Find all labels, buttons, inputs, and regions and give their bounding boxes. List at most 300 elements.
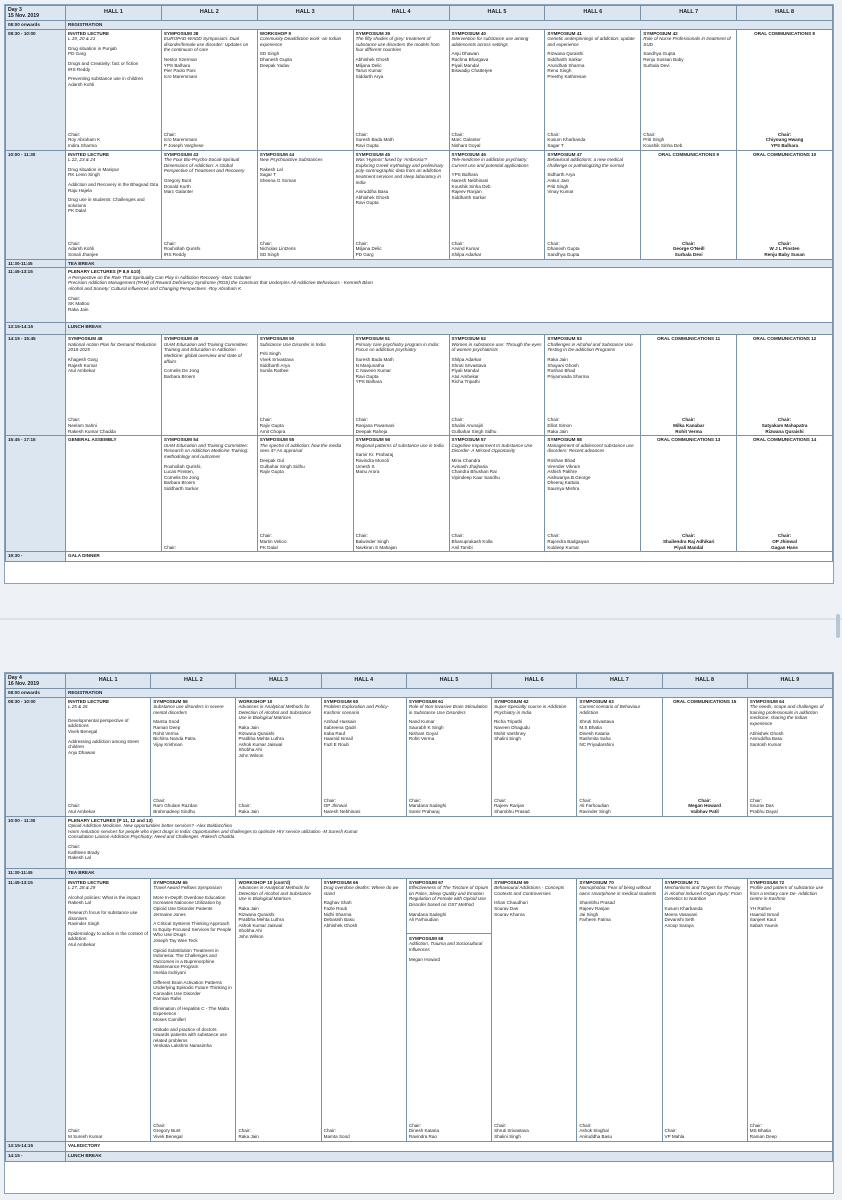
chair-block	[356, 417, 447, 434]
speaker-line: Anju Dhawan	[68, 749, 96, 755]
speaker-line: Aniruddha Basu	[355, 189, 389, 195]
chair-line: Mandana Sadeghi	[408, 803, 447, 809]
chair-line: W J L Pinsten	[769, 246, 800, 252]
chair-line: Chiyoung Hwang	[765, 137, 804, 143]
speaker-line: Abhishek Ghosh	[323, 922, 358, 928]
session-topic: Mechanisms and Targets for Therapy in Alcohol Induced Organ Injury: From Genetics to Nutrition	[664, 885, 742, 902]
speaker-line: YPS Balhara	[355, 379, 382, 385]
chair-block	[452, 132, 543, 149]
day-date: 15 Nov. 2019	[8, 13, 40, 19]
chair-block	[260, 533, 351, 550]
plenary-title: PLENARY LECTURES (P 11, 12 and 13)	[68, 817, 153, 823]
speaker-line: Piyali Mandal	[451, 62, 479, 68]
plenary-lecture: Harm reduction services for people who inject drugs in India: Opportunities and challenges to optimize HIV service utilization -M Suresh Kumar	[68, 828, 358, 834]
hall-header: HALL 2	[151, 674, 236, 689]
session-cell[interactable]	[161, 29, 257, 150]
chair-block	[579, 1123, 659, 1140]
speaker-line: Farheen Fatma	[579, 917, 611, 923]
chair-line: Chair:	[682, 533, 696, 539]
speaker-line: John Wilson	[238, 933, 264, 939]
chair-block	[750, 1123, 830, 1140]
session-cell[interactable]	[641, 335, 737, 436]
speaker-line: Preethy Kathiresan	[547, 73, 587, 79]
session-topic: L 19, 20 & 21	[68, 36, 96, 42]
chair-line: Adarsh Kohli	[68, 246, 95, 252]
hall-header-row	[6, 674, 833, 689]
chair-line: Indira Sharma	[68, 143, 97, 148]
session-title: SYMPOSIUM 47	[547, 151, 582, 157]
session-topic: Genetic underpinnings of addiction: update and experience	[547, 36, 635, 47]
chair-line: Raka Jain	[238, 1134, 259, 1139]
registration-label: REGISTRATION	[66, 21, 833, 30]
chair-line: Rajiv Gupta	[259, 423, 284, 428]
speaker-line: Marc Galanter	[163, 189, 193, 195]
session-title: SYMPOSIUM 71	[664, 879, 699, 885]
speaker-line: Sabreena Qadri	[323, 724, 357, 730]
speaker-line: Aniruddha Basu	[749, 736, 783, 742]
time-cell: 14:15 - 15:45	[6, 335, 66, 436]
session-cell[interactable]	[406, 697, 491, 816]
session-cell[interactable]	[449, 150, 545, 259]
session-cell[interactable]	[257, 335, 353, 436]
speaker-line: Siddharth Arya	[259, 362, 290, 368]
speaker-line: Sourav Das	[494, 905, 519, 911]
chair-line: YPS Balhara	[770, 143, 799, 148]
session-title: SYMPOSIUM 44	[259, 151, 295, 157]
chair-block	[260, 417, 351, 434]
session-cell[interactable]	[747, 878, 832, 1141]
session-cell[interactable]	[151, 697, 236, 816]
session-cell[interactable]	[545, 29, 641, 150]
chair-line: OP Jhinwal	[772, 539, 797, 544]
session-title: ORAL COMMUNICATIONS 11	[657, 336, 721, 342]
session-cell[interactable]	[257, 436, 353, 552]
scrollbar-thumb[interactable]	[836, 614, 840, 638]
session-cell[interactable]	[737, 436, 833, 552]
session-cell[interactable]	[449, 436, 545, 552]
chair-line: Chair:	[323, 1128, 336, 1134]
tea-break-row	[6, 259, 833, 268]
chair-line: Chair:	[68, 295, 81, 301]
speaker-line: Devanshi Seth	[664, 917, 695, 923]
lunch-break-row-content: LUNCH BREAK	[66, 1151, 833, 1161]
session-topic: Advances in Analytical Methods for Detection of Alcohol and Substance Use in Biological Matrices	[238, 704, 312, 721]
chair-line: Ravi Gupta	[355, 143, 379, 148]
chair-block	[665, 798, 745, 815]
lunch-break-row	[6, 1151, 833, 1161]
speaker-line: Manu Arora	[355, 469, 380, 475]
speaker-line: Gregory Bunt	[163, 177, 192, 183]
chair-block	[164, 545, 255, 551]
speaker-line: Venkata Lakshmi Narasimha	[153, 1043, 212, 1049]
chair-line: Dinesh Kataria	[408, 1128, 440, 1134]
speaker-line: Richa Tripathi	[451, 379, 480, 385]
registration-row	[6, 21, 833, 30]
session-cell[interactable]	[236, 878, 321, 1141]
chair-line: Chair:	[68, 843, 81, 849]
speaker-line: Mandana Sadeghi	[408, 911, 447, 917]
session-topic: EUROPAD-WADD Symposium: Dual disorder/female use disorder: Updates on the continuum of care	[163, 36, 249, 53]
session-title: SYMPOSIUM 50	[259, 336, 295, 342]
chair-line: Chair:	[153, 797, 166, 803]
session-title: INVITED LECTURE	[68, 879, 110, 885]
session-cell[interactable]	[449, 335, 545, 436]
day-cell	[6, 6, 66, 21]
chair-line: Aniruddha Basu	[579, 1134, 613, 1139]
time-cell: 13:15-14:15	[6, 1141, 66, 1151]
session-title: ORAL COMMUNICATIONS 12	[752, 336, 817, 342]
session-row	[6, 150, 833, 259]
chair-line: Piyali Mandal	[674, 544, 704, 550]
session-topic: The Four Bio-Psycho-Social-Spiritual Dimensions of Addiction: A Global Perspective of Treatment and Recovery	[163, 157, 245, 174]
session-topic: Addiction, Trauma and Sociocultural Influences	[408, 941, 483, 952]
session-title: INVITED LECTURE	[68, 30, 110, 36]
plenary-lecture: Consultation Liaison Addiction Psychiatry: Need and Challenges -Rakesh Chadda	[68, 834, 235, 840]
session-cell[interactable]	[641, 29, 737, 150]
session-cell[interactable]	[492, 697, 577, 816]
speaker-line: Pier Paolo Pani	[163, 68, 196, 74]
session-row	[6, 697, 833, 816]
hall-header: HALL 8	[662, 674, 747, 689]
session-cell[interactable]	[321, 878, 406, 1141]
session-cell[interactable]	[737, 335, 833, 436]
session-cell[interactable]	[492, 878, 577, 1141]
speaker-line: Shobha Ahi	[238, 747, 262, 753]
session-topic: Management of adolescent substance use disorders: Recent advances	[547, 442, 634, 454]
session-title: WORKSHOP 9	[259, 30, 292, 36]
spacer	[665, 704, 745, 708]
chair-line: Arvind Kumar	[451, 246, 480, 252]
speaker-line: Shalini Singh	[494, 736, 521, 742]
speaker-line: Moses Camilleri	[153, 1017, 186, 1023]
speaker-line: Pratibha Mehta Luthra	[238, 736, 284, 742]
session-title: SYMPOSIUM 40	[451, 30, 486, 36]
chair-line: Chair:	[355, 533, 368, 539]
chair-line: Rajendra Badgaiyan	[547, 539, 590, 544]
hall-header: HALL 1	[66, 674, 151, 689]
session-cell[interactable]	[66, 878, 151, 1141]
session-cell[interactable]	[577, 697, 662, 816]
speaker-line: Rizwana Quraishi	[547, 51, 584, 57]
session-cell[interactable]	[737, 29, 833, 150]
session-row	[6, 335, 833, 436]
chair-line: Shilpa Adarkar	[451, 252, 482, 257]
session-cell[interactable]	[236, 697, 321, 816]
speaker-line: Gulbahar Singh Sidhu	[259, 463, 305, 469]
chair-line: Shalini Singh	[494, 1134, 521, 1139]
speaker-line: Parnian Rafei	[153, 996, 182, 1002]
day3-schedule	[4, 4, 834, 584]
speaker-line: Raka Jain	[547, 356, 568, 362]
chair-line: Chair:	[355, 417, 368, 423]
chair-line: Neelam Sahni	[68, 423, 97, 428]
speaker-line: Siddharth Sarkar	[451, 194, 486, 200]
session-cell[interactable]	[545, 335, 641, 436]
speaker-line: Sanjeet Kaur	[749, 917, 777, 923]
speaker-line: Priti Singh	[547, 183, 569, 189]
speaker-line: Rajeev Ranjan	[579, 905, 610, 911]
chair-line: Naresh Nebhinani	[323, 809, 361, 814]
speaker-line: Developmental perspective of addictions	[68, 717, 129, 729]
speaker-line: Naveen Dhagudu	[494, 724, 530, 730]
chair-line: Chair:	[682, 417, 696, 423]
session-cell[interactable]	[151, 878, 236, 1141]
session-cell[interactable]	[577, 878, 662, 1141]
hall-header-row	[6, 6, 833, 21]
session-cell[interactable]	[66, 697, 151, 816]
session-cell[interactable]	[641, 150, 737, 259]
chair-line: Chair:	[698, 797, 712, 803]
chair-line: Marc Galanter	[451, 137, 481, 143]
day-date: 16 Nov. 2019	[8, 681, 40, 687]
chair-line: Rizwana Quraishi	[765, 428, 804, 434]
chair-line: Ranjana Pavamani	[355, 423, 395, 428]
speaker-line: Drug situation in Punjab	[68, 45, 117, 51]
speaker-line: Ishan Chaudhuri	[494, 900, 528, 906]
session-cell[interactable]	[321, 697, 406, 816]
chair-line: Ravinder Singh	[579, 809, 611, 814]
chair-line: Chair:	[777, 533, 792, 539]
speaker-line: Rajiv Gupta	[259, 469, 284, 475]
chair-line: Chair:	[547, 533, 560, 539]
speaker-line: Rachna Bhargava	[451, 56, 489, 62]
session-cell[interactable]	[641, 436, 737, 552]
chair-block	[356, 533, 447, 550]
chair-line: Shruti Srivastava	[494, 1128, 529, 1134]
session-title: ORAL COMMUNICATIONS 13	[656, 437, 721, 443]
session-title: SYMPOSIUM 46	[451, 151, 486, 157]
chair-line: Prabhu Dayal	[749, 809, 778, 814]
hall-header: HALL 1	[66, 6, 162, 21]
plenary-content[interactable]	[66, 816, 833, 868]
speaker-line: Raghav Shah	[323, 900, 352, 906]
session-cell[interactable]	[353, 150, 449, 259]
speaker-line: Shayani Ghosh	[547, 362, 579, 368]
chair-line: Nishant Goyal	[451, 143, 481, 148]
chair-line: Ram Ghulam Razdan	[153, 803, 198, 809]
speaker-line: Raju Hajela	[68, 187, 92, 193]
chair-block	[452, 533, 543, 550]
chair-block	[164, 132, 255, 149]
speaker-line: Rohit Verma	[408, 736, 435, 742]
session-cell[interactable]	[161, 150, 257, 259]
chair-line: Navkiran S Mahajan	[355, 544, 397, 550]
session-title: SYMPOSIUM 70	[579, 879, 614, 885]
chair-line: Chair:	[68, 417, 81, 423]
time-cell: 08:00 onwards	[6, 689, 66, 698]
chair-line: Elliot Simon	[547, 423, 572, 428]
day4-table	[5, 673, 833, 1162]
session-cell[interactable]	[406, 878, 491, 1141]
speaker-line: Addiction and Recovery in the Bhagvad Gita	[68, 181, 159, 187]
speaker-line: Virender Vikram	[547, 463, 581, 469]
session-topic: Profile and pattern of substance use from a tertiary care De- Addiction centre in Kashmir	[749, 885, 824, 902]
session-cell[interactable]	[737, 150, 833, 259]
chair-line: Ravindra Rao	[408, 1134, 437, 1139]
chair-line: Atul Ambekar	[68, 809, 96, 814]
speaker-line: Siddharth Sarkar	[163, 485, 199, 491]
chair-line: Chair:	[238, 803, 251, 809]
chair-line: Chair:	[451, 533, 464, 539]
speaker-line: Rakesh Lal	[259, 166, 283, 172]
speaker-line: Rashmita Saha	[579, 736, 611, 742]
session-topic: Tele-medicine in addiction psychiatry: Current use and potential applications	[451, 157, 529, 168]
speaker-line: Pratibha Mehta Luthra	[238, 917, 284, 923]
time-cell: 11:45-13:15	[6, 878, 66, 1141]
speaker-line: Lucas Pinsten,	[163, 469, 195, 475]
session-title: SYMPOSIUM 42	[643, 30, 678, 36]
speaker-line: Ali Farhoudian	[408, 917, 439, 923]
hall-header: HALL 7	[577, 674, 662, 689]
speaker-line: Anoop Saraya	[664, 922, 694, 928]
chair-line: Sagar T	[547, 143, 564, 148]
chair-line: Chair:	[451, 417, 464, 423]
session-topic: L 25 & 26	[68, 704, 88, 710]
chair-block	[409, 1123, 489, 1140]
speaker-line: Shilpa Adarkar	[451, 356, 482, 362]
session-cell[interactable]	[66, 29, 162, 150]
session-cell[interactable]	[66, 150, 162, 259]
session-topic: Nomophobia: Fear of being without owns smartphone in medical students	[579, 885, 657, 896]
chair-line: Chair:	[323, 797, 336, 803]
session-topic: Role of Nurse Professionals in treatment of SUD	[643, 36, 731, 47]
speaker-line: Fazl E Roub	[323, 741, 349, 747]
chair-line: Chair:	[153, 1122, 166, 1128]
tea-break-row-content: TEA BREAK	[66, 868, 833, 878]
speaker-line: Drugs and Creativity: fact or fiction	[68, 60, 139, 66]
speaker-line: Different Brain Activation Patterns Underlying Episodic Future Thinking in Cannabis Use Disorder	[153, 979, 232, 996]
speaker-line: Saumya Mishra	[547, 485, 580, 491]
chair-block	[164, 241, 255, 258]
speaker-line: Ravinder Singh	[68, 921, 100, 927]
chair-line: Chair:	[408, 797, 422, 803]
chair-block	[153, 798, 233, 815]
session-cell[interactable]	[747, 697, 832, 816]
registration-row	[6, 689, 833, 698]
chair-line: MS Bhatia	[749, 1128, 771, 1134]
session-topic: L 22, 23 & 24	[68, 157, 96, 163]
chair-line: Gregory Bunt	[153, 1128, 181, 1134]
chair-line: Sonali Jhanjee	[68, 252, 99, 257]
session-topic: The needs, scope and challenges of training professionals in addiction medicine: sharing the Indian experience	[749, 704, 824, 726]
speaker-line: Haamid Ismail	[749, 911, 779, 917]
speaker-line: Naresh Nebhinani	[451, 177, 489, 183]
speaker-line: Siddharth Sarkar	[547, 56, 582, 62]
session-cell[interactable]	[353, 335, 449, 436]
speaker-line: John Wilson	[238, 752, 264, 758]
chair-block	[547, 132, 638, 149]
session-title: SYMPOSIUM 60	[323, 698, 359, 704]
chair-line: Rouhollah Qurishi	[163, 246, 201, 252]
session-cell[interactable]	[257, 150, 353, 259]
session-cell[interactable]	[161, 436, 257, 552]
chair-block	[643, 533, 734, 550]
speaker-line: Abhishek Ghosh	[749, 730, 784, 736]
chair-block	[260, 241, 351, 258]
plenary-content[interactable]	[66, 268, 833, 323]
speaker-line: YPS Balhara	[163, 62, 191, 68]
session-title: ORAL COMMUNICATIONS 10	[752, 151, 817, 157]
speaker-line: Siddarth Arya	[355, 73, 384, 79]
speaker-line: Samir Kr. Praharaj	[355, 452, 394, 458]
session-topic: Effectiveness of The Tincture of Opium on Pains, Sleep Quality and Emotion Regulation of Female with Opioid Use Disorder based on OST Method	[408, 885, 489, 907]
session-title: SYMPOSIUM 59	[153, 698, 188, 704]
chair-line: Chair:	[259, 240, 273, 246]
chair-line: Raka Jain	[547, 428, 568, 434]
session-cell[interactable]	[66, 436, 162, 552]
speaker-line: IRS Reddy	[68, 66, 91, 72]
session-topic: National Action Plan for Demand Reduction 2018-2025	[68, 341, 157, 353]
speaker-line: Fazle Roub	[323, 905, 348, 911]
plenary-title: PLENARY LECTURES (P 8,9 &10)	[68, 269, 141, 275]
chair-block	[68, 1128, 148, 1139]
session-title: WORKSHOP 10 (cont'd)	[238, 879, 291, 885]
speaker-line: Khagesh Garg	[68, 356, 98, 362]
session-title: SYMPOSIUM 66	[323, 879, 359, 885]
chair-line: Samir Praharaj	[408, 809, 440, 814]
session-cell[interactable]	[257, 29, 353, 150]
time-cell: 11:30-11:45	[6, 868, 66, 878]
session-topic: Role of Non-Invasive Brain Stimulation in Substance Use Disorders	[408, 704, 488, 715]
session-cell[interactable]	[353, 29, 449, 150]
speaker-line: Abhishek Ghosh	[355, 56, 390, 62]
speaker-line: Cornelis De Jong	[163, 368, 200, 374]
chair-line: Chair:	[259, 417, 273, 423]
session-cell[interactable]	[161, 335, 257, 436]
session-cell[interactable]	[545, 150, 641, 259]
session-row	[6, 878, 833, 1141]
session-topic: L 27, 28 & 29	[68, 885, 96, 891]
chair-line: Martin Velicic	[259, 539, 287, 544]
speaker-line: Atul Ambekar	[68, 941, 96, 947]
session-cell[interactable]	[662, 697, 747, 816]
session-title: INVITED LECTURE	[68, 698, 110, 704]
session-topic: The spectre of addiction: how the media sees it? An appraisal	[259, 442, 342, 454]
chair-line: Chair:	[163, 240, 177, 246]
hall-header: HALL 3	[236, 674, 321, 689]
session-topic: Travel Award Fellows Symposium	[153, 885, 222, 891]
hall-header: HALL 5	[406, 674, 491, 689]
spacer	[643, 443, 734, 447]
time-cell: 19:30 -	[6, 552, 66, 562]
day-cell	[6, 674, 66, 689]
speaker-line: RK Lenin Singh	[68, 172, 100, 178]
chair-block	[356, 132, 447, 149]
session-cell[interactable]	[66, 335, 162, 436]
session-title: SYMPOSIUM 56	[355, 437, 391, 443]
session-cell[interactable]	[662, 878, 747, 1141]
session-topic: Current scenario of Behaviour Addiction	[579, 704, 641, 715]
speaker-line: Rizwana Quraishi	[238, 730, 275, 736]
session-cell[interactable]	[545, 436, 641, 552]
session-cell[interactable]	[449, 29, 545, 150]
registration-label: REGISTRATION	[66, 689, 833, 698]
session-title: SYMPOSIUM 52	[451, 336, 486, 342]
speaker-line: Addressing addiction among street children	[68, 738, 139, 750]
speaker-line: Dheeraj Kattula	[547, 480, 580, 486]
speaker-line: More In-Depth Overdose Education Increases Naloxone Utilization by Opioid Use Disorder Patients	[153, 894, 226, 911]
time-cell: 11:30-11:45	[6, 259, 66, 268]
spacer	[68, 443, 159, 447]
chair-line: SD Singh	[259, 252, 280, 257]
session-cell[interactable]	[353, 436, 449, 552]
chair-line: Icro Maremmani	[163, 137, 198, 143]
chair-line: IRS Reddy	[163, 252, 187, 257]
session-title: SYMPOSIUM 72	[749, 879, 785, 885]
chair-line: Roy Abraham K	[68, 137, 101, 143]
speaker-line: PD Garg	[68, 51, 86, 57]
chair-line: Gagan Hans	[771, 544, 798, 550]
